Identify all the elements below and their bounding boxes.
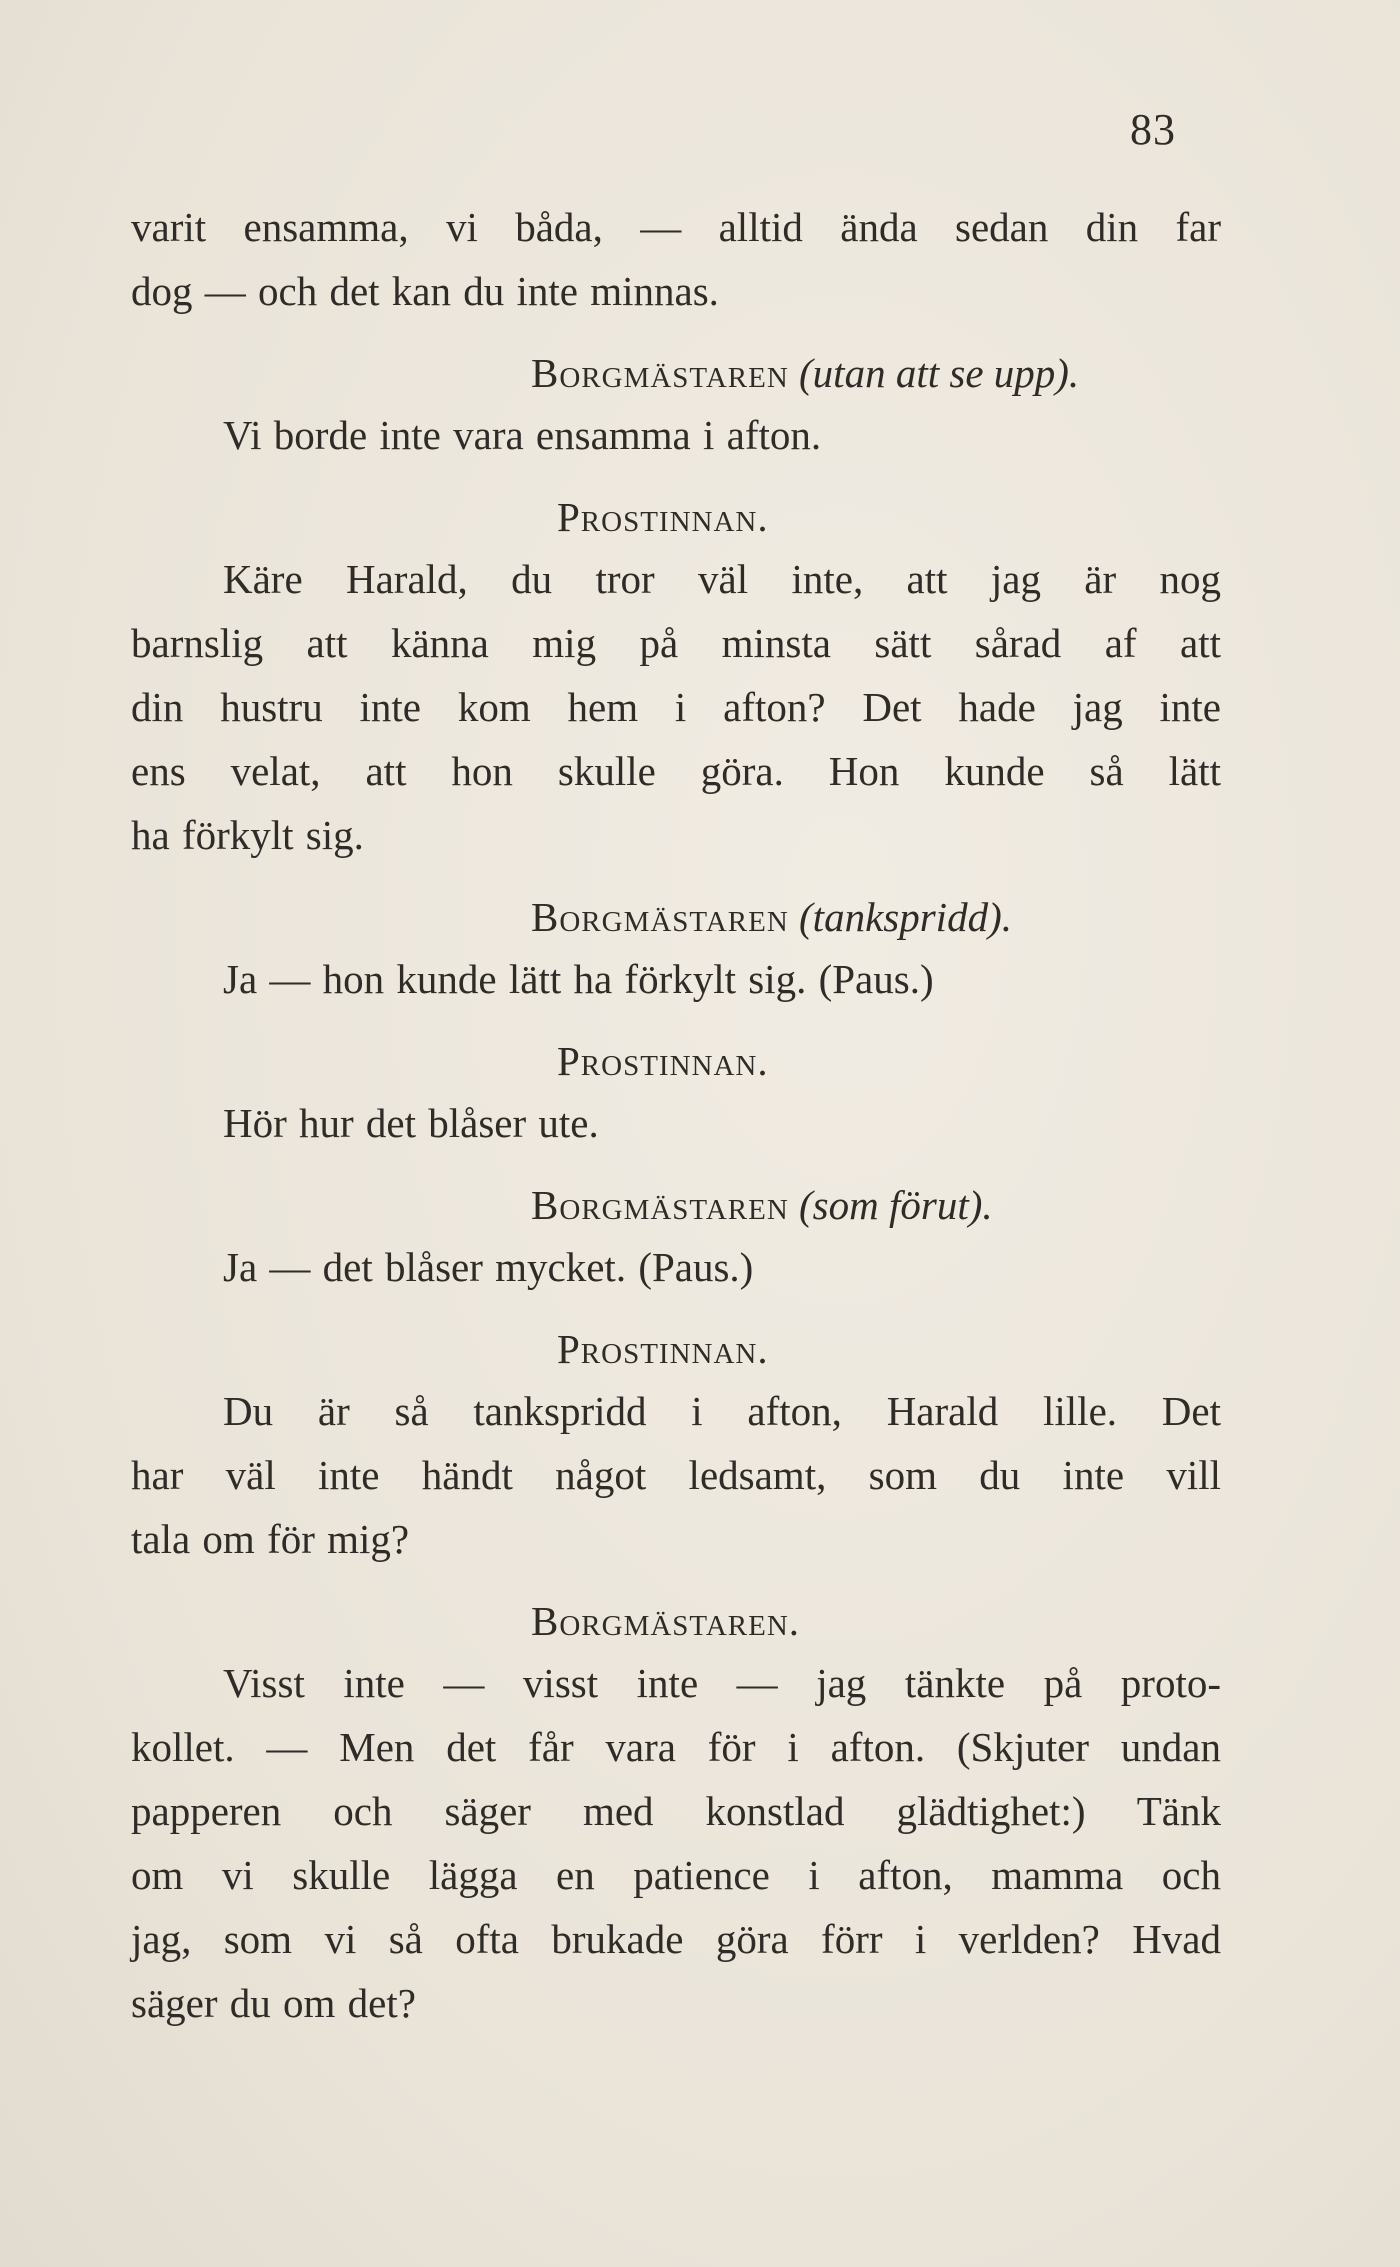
text-line: Ja — det blåser mycket. (Paus.) — [223, 1244, 754, 1290]
speaker-cue — [131, 1591, 1221, 1651]
page-text — [131, 195, 1221, 2035]
text-line: jag, som vi så ofta brukade göra förr i verlden? Hvad — [131, 1916, 1221, 1962]
page-number: 83 — [1130, 105, 1176, 154]
speaker-cue — [131, 1319, 1221, 1379]
text-line: säger du om det? — [131, 1980, 416, 2026]
text-line: ha förkylt sig. — [131, 812, 364, 858]
speaker-cue — [131, 1031, 1221, 1091]
text-line: ens velat, att hon skulle göra. Hon kunde så lätt — [131, 748, 1221, 794]
text-line: Vi borde inte vara ensamma i afton. — [223, 412, 822, 458]
speaker-cue — [131, 887, 1221, 947]
text-line: kollet. — Men det får vara för i afton. (Skjuter undan — [131, 1724, 1221, 1770]
text-line: dog — och det kan du inte minnas. — [131, 268, 719, 314]
speaker-name: Prostinnan. — [557, 1038, 769, 1084]
text-line: har väl inte händt något ledsamt, som du inte vill — [131, 1452, 1221, 1498]
speaker-cue — [131, 1175, 1221, 1235]
text-line: tala om för mig? — [131, 1516, 410, 1562]
stage-direction: (tankspridd). — [799, 894, 1012, 940]
text-line: Käre Harald, du tror väl inte, att jag är nog — [223, 556, 1221, 602]
speaker-cue — [131, 487, 1221, 547]
stage-direction: (som förut). — [799, 1182, 993, 1228]
text-line: Du är så tankspridd i afton, Harald lille. Det — [223, 1388, 1221, 1434]
text-line: din hustru inte kom hem i afton? Det hade jag inte — [131, 684, 1221, 730]
speaker-name: Borgmästaren — [531, 894, 789, 940]
speaker-cue — [131, 343, 1221, 403]
stage-direction: (utan att se upp). — [799, 350, 1080, 396]
text-line: varit ensamma, vi båda, — alltid ända sedan din far — [131, 204, 1221, 250]
text-line: Ja — hon kunde lätt ha förkylt sig. (Paus.) — [223, 956, 934, 1002]
text-line: Visst inte — visst inte — jag tänkte på proto- — [223, 1660, 1221, 1706]
text-line: om vi skulle lägga en patience i afton, mamma och — [131, 1852, 1221, 1898]
speaker-name: Prostinnan. — [557, 1326, 769, 1372]
speaker-name: Borgmästaren — [531, 1182, 789, 1228]
speaker-name: Borgmästaren. — [531, 1598, 801, 1644]
text-line: Hör hur det blåser ute. — [223, 1100, 599, 1146]
text-line: barnslig att känna mig på minsta sätt sårad af att — [131, 620, 1221, 666]
speaker-name: Borgmästaren — [531, 350, 789, 396]
speaker-name: Prostinnan. — [557, 494, 769, 540]
text-line: papperen och säger med konstlad glädtighet:) Tänk — [131, 1788, 1221, 1834]
